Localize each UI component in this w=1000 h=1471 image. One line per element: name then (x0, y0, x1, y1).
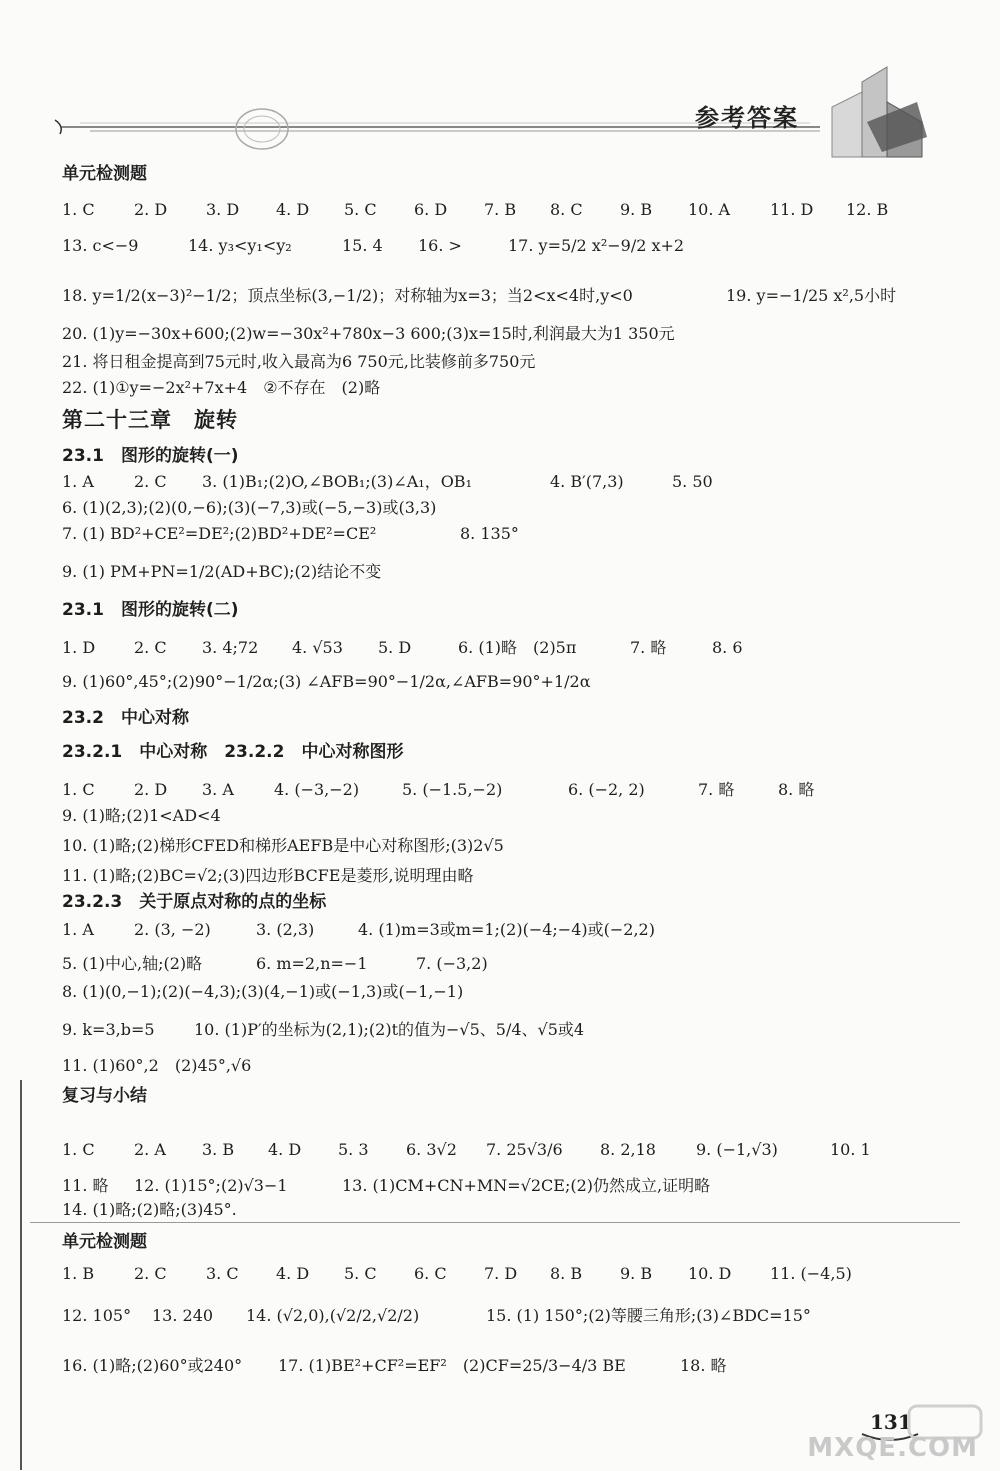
answer-item: 5. (−1.5,−2) (402, 780, 503, 799)
answer-item: 5. C (344, 1264, 377, 1283)
section-heading: 单元检测题 (62, 164, 147, 184)
answer-item: 8. 6 (712, 638, 743, 657)
answer-item: 17. (1)BE²+CF²=EF² (2)CF=25/3−4/3 BE (278, 1356, 626, 1375)
answer-item: 4. D (268, 1140, 302, 1159)
answer-item: 6. D (414, 200, 448, 219)
answer-item: 8. 略 (778, 780, 815, 799)
answer-item: 14. y₃<y₁<y₂ (188, 236, 292, 255)
answer-item: 19. y=−1/25 x²,5小时 (726, 286, 897, 305)
answer-item: 7. 略 (630, 638, 667, 657)
answer-row: 10. (1)略;(2)梯形CFED和梯形AEFB是中心对称图形;(3)2√5 (62, 836, 504, 855)
answer-item: 3. 4;72 (202, 638, 259, 657)
section-heading: 23.2 中心对称 (62, 708, 189, 728)
answer-item: 6. C (414, 1264, 447, 1283)
answer-item: 14. (√2,0),(√2/2,√2/2) (246, 1306, 420, 1325)
answer-item: 1. C (62, 200, 95, 219)
answer-row: 9. (1)略;(2)1<AD<4 (62, 806, 221, 825)
answer-item: 16. (1)略;(2)60°或240° (62, 1356, 243, 1375)
answer-item: 12. 105° (62, 1306, 132, 1325)
section-heading: 23.1 图形的旋转(二) (62, 600, 239, 620)
answer-item: 18. y=1/2(x−3)²−1/2；顶点坐标(3,−1/2)；对称轴为x=3；当2<x<4时,y<0 (62, 286, 633, 305)
answer-row: 11. (1)略;(2)BC=√2;(3)四边形BCFE是菱形,说明理由略 (62, 866, 474, 885)
page-number: 131 (870, 1410, 912, 1434)
answer-item: 2. C (134, 1264, 167, 1283)
answer-item: 6. (1)略 (2)5π (458, 638, 577, 657)
section-heading: 单元检测题 (62, 1232, 147, 1252)
answer-item: 6. (−2, 2) (568, 780, 645, 799)
answer-row: 14. (1)略;(2)略;(3)45°. (62, 1200, 237, 1219)
answer-item: 12. (1)15°;(2)√3−1 (134, 1176, 288, 1195)
answer-item: 12. B (846, 200, 889, 219)
left-margin-rule (20, 1080, 22, 1470)
answer-item: 1. D (62, 638, 96, 657)
answer-item: 3. D (206, 200, 240, 219)
answer-item: 7. (1) BD²+CE²=DE²;(2)BD²+DE²=CE² (62, 524, 377, 543)
answer-item: 11. 略 (62, 1176, 109, 1195)
answer-item: 7. B (484, 200, 517, 219)
answer-item: 4. (−3,−2) (274, 780, 360, 799)
answer-item: 9. B (620, 1264, 653, 1283)
answer-item: 2. C (134, 472, 167, 491)
chapter-title: 第二十三章 旋转 (62, 408, 238, 432)
answer-item: 13. (1)CM+CN+MN=√2CE;(2)仍然成立,证明略 (342, 1176, 711, 1195)
answer-item: 5. 50 (672, 472, 713, 491)
answer-item: 3. C (206, 1264, 239, 1283)
answer-item: 3. B (202, 1140, 235, 1159)
stamp-icon (232, 104, 292, 154)
answer-item: 2. A (134, 1140, 166, 1159)
answer-item: 3. (2,3) (256, 920, 315, 939)
answer-row: 9. (1) PM+PN=1/2(AD+BC);(2)结论不变 (62, 562, 382, 581)
answer-item: 2. (3, −2) (134, 920, 211, 939)
answer-item: 1. C (62, 780, 95, 799)
answer-item: 5. C (344, 200, 377, 219)
answer-item: 8. B (550, 1264, 583, 1283)
answer-row: 22. (1)①y=−2x²+7x+4 ②不存在 (2)略 (62, 378, 381, 397)
building-decoration-icon (822, 62, 932, 162)
answer-item: 8. 135° (460, 524, 519, 543)
answer-item: 7. 25√3/6 (486, 1140, 563, 1159)
section-heading: 23.2.1 中心对称 23.2.2 中心对称图形 (62, 742, 404, 762)
answer-row: 6. (1)(2,3);(2)(0,−6);(3)(−7,3)或(−5,−3)或(3,3) (62, 498, 437, 517)
answer-item: 10. D (688, 1264, 732, 1283)
answer-item: 3. (1)B₁;(2)O,∠BOB₁;(3)∠A₁，OB₁ (202, 472, 472, 491)
answer-row: 11. (1)60°,2 (2)45°,√6 (62, 1056, 252, 1075)
answer-item: 4. D (276, 200, 310, 219)
answer-item: 4. (1)m=3或m=1;(2)(−4;−4)或(−2,2) (358, 920, 655, 939)
section-heading: 23.2.3 关于原点对称的点的坐标 (62, 892, 327, 912)
answer-item: 6. 3√2 (406, 1140, 457, 1159)
answer-item: 9. (−1,√3) (696, 1140, 778, 1159)
answer-item: 7. 略 (698, 780, 735, 799)
answer-item: 2. D (134, 200, 168, 219)
answer-item: 10. A (688, 200, 731, 219)
answer-item: 9. B (620, 200, 653, 219)
answer-item: 16. > (418, 236, 462, 255)
answer-row: 20. (1)y=−30x+600;(2)w=−30x²+780x−3 600;(3)x=15时,利润最大为1 350元 (62, 324, 675, 343)
answer-item: 11. (−4,5) (770, 1264, 852, 1283)
answer-item: 1. C (62, 1140, 95, 1159)
answer-item: 13. c<−9 (62, 236, 139, 255)
answer-item: 9. k=3,b=5 (62, 1020, 155, 1039)
answer-item: 18. 略 (680, 1356, 727, 1375)
answer-item: 1. B (62, 1264, 95, 1283)
answer-item: 1. A (62, 472, 94, 491)
answer-item: 8. 2,18 (600, 1140, 656, 1159)
answer-item: 4. √53 (292, 638, 343, 657)
answer-item: 15. 4 (342, 236, 383, 255)
answer-item: 8. C (550, 200, 583, 219)
answer-row: 21. 将日租金提高到75元时,收入最高为6 750元,比装修前多750元 (62, 352, 536, 371)
answer-item: 5. D (378, 638, 412, 657)
answer-row: 9. (1)60°,45°;(2)90°−1/2α;(3) ∠AFB=90°−1/2α,∠AFB=90°+1/2α (62, 672, 591, 691)
answer-item: 2. D (134, 780, 168, 799)
answer-item: 10. 1 (830, 1140, 871, 1159)
answer-item: 7. (−3,2) (416, 954, 488, 973)
answer-item: 4. B′(7,3) (550, 472, 624, 491)
answer-item: 7. D (484, 1264, 518, 1283)
answer-item: 15. (1) 150°;(2)等腰三角形;(3)∠BDC=15° (486, 1306, 811, 1325)
section-heading: 23.1 图形的旋转(一) (62, 446, 239, 466)
answer-item: 6. m=2,n=−1 (256, 954, 368, 973)
watermark-text: MXQE.COM (807, 1433, 978, 1463)
section-divider (30, 1222, 960, 1223)
answer-item: 3. A (202, 780, 234, 799)
answer-item: 5. 3 (338, 1140, 369, 1159)
section-heading: 复习与小结 (62, 1086, 147, 1106)
answer-item: 13. 240 (152, 1306, 214, 1325)
answer-item: 2. C (134, 638, 167, 657)
answer-item: 10. (1)P′的坐标为(2,1);(2)t的值为−√5、5/4、√5或4 (194, 1020, 585, 1039)
answer-item: 1. A (62, 920, 94, 939)
answer-item: 4. D (276, 1264, 310, 1283)
answer-item: 11. D (770, 200, 814, 219)
answer-row: 8. (1)(0,−1);(2)(−4,3);(3)(4,−1)或(−1,3)或(−1,−1) (62, 982, 464, 1001)
page-header-title: 参考答案 (695, 104, 799, 132)
answer-item: 17. y=5/2 x²−9/2 x+2 (508, 236, 685, 255)
answer-item: 5. (1)中心,轴;(2)略 (62, 954, 203, 973)
